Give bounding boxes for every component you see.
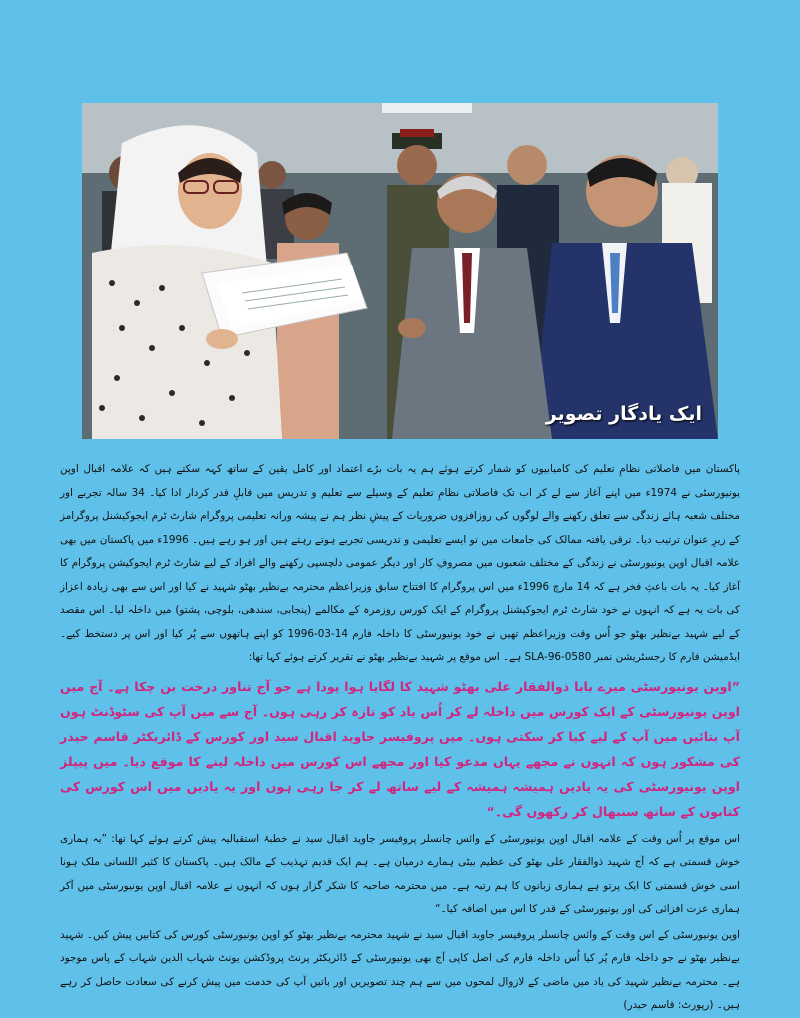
article-body [60,458,740,1018]
article-paragraph: اوپن یونیورسٹی کے اس وقت کے وائس چانسلر پروفیسر جاوید اقبال سید نے شہید محترمہ بےنظیر بھٹو کو اوپن یونیورسٹی کورس کی کتابیں پیش کیں۔ شہید بےنظیر بھٹو نے جو داخلہ فارم پُر کیا اُس داخلہ فارم کی اصل کاپی آج بھی یونیورسٹی کے ڈائریکٹر پرنٹ پروڈکشن یونٹ شہاب الدین شہاب کے پاس موجود ہے۔ محترمہ بےنظیر شہید کی یاد میں ماضی کے لازوال لمحوں میں سے ہم چند تصویریں اور باتیں آپ کی خدمت میں پیش کرنے کی سعادت حاصل کر رہے ہیں۔ (رپورٹ: قاسم حیدر) [60,928,740,1011]
article-paragraph: اس موقع پر اُس وقت کے علامہ اقبال اوپن یونیورسٹی کے وائس چانسلر پروفیسر جاوید اقبال سید نے خطبۂ استقبالیہ پیش کرتے ہوئے کہا تھا: ”یہ ہماری خوش قسمتی ہے کہ آج شہید ذوالفقار علی بھٹو کی عظیم بیٹی ہمارے درمیان ہے۔ ہم ایک قدیم تہذیب کے مالک ہیں۔ پاکستان کا کثیر اللسانی ملک ہونا اسی خوش قسمتی کا ایک پرتو ہے ہماری زبانوں کا ہم رتبہ ہے۔ میں محترمہ صاحبہ کا شکر گزار ہوں کہ انہوں نے علامہ اقبال اوپن یونیورسٹی میں آکر ہماری عزت افزائی کی اور یونیورسٹی کے قدر کا اس میں اضافہ کیا۔“ [60,832,740,915]
highlighted-quote: ”اوپن یونیورسٹی میرے بابا ذوالفقار علی بھٹو شہید کا لگایا ہوا پودا ہے جو آج تناور درخت بن چکا ہے۔ آج میں اوپن یونیورسٹی کے ایک کورس میں داخلہ لے کر اُس یاد کو تازہ کر رہی ہوں۔ آج سے میں آپ کی سٹوڈنٹ ہوں آپ بتائیں میں آپ کے لیے کیا کر سکتی ہوں۔ میں پروفیسر جاوید اقبال سید اور کورس کے ڈائریکٹر قاسم حیدر کی مشکور ہوں کہ انہوں نے مجھے یہاں مدعو کیا اور مجھے اس کورس میں داخلہ لینے کا موقع دیا۔ میں پیپلز اوپن یونیورسٹی کی یہ یادیں ہمیشہ ہمیشہ کے لیے ساتھ لے کر جا رہی ہوں اور یہ یادیں میں اس کورس کی کتابوں کے ساتھ سنبھال کر رکھوں گی۔“ [60,678,740,819]
article-paragraph: پاکستان میں فاصلاتی نظامِ تعلیم کی کامیابیوں کو شمار کرتے ہوئے ہم یہ بات بڑے اعتماد اور کامل یقین کے ساتھ کہہ سکتے ہیں کہ علامہ اقبال اوپن یونیورسٹی نے 1974ء میں اپنے آغاز سے لے کر اب تک فاصلاتی نظامِ تعلیم کے وسیلے سے تعلیم و تدریس میں قابلِ قدر کردار ادا کیا۔ 34 سالہ تجربے اور مختلف شعبہ ہائے زندگی سے تعلق رکھنے والے لوگوں کی روزافزوں ضروریات کے پیشِ نظر ہم نے پیشہ ورانہ تعلیمی پروگرام شارٹ ٹرم ایجوکیشنل پروگرامز کے زیرِ عنوان ترتیب دیا۔ ترقی یافتہ ممالک کی جامعات میں تو ایسے تعلیمی و تدریسی تجربے ہوتے رہتے ہیں اور ہو رہے ہیں۔ 1996ء میں پاکستان میں بھی علامہ اقبال اوپن یونیورسٹی نے زندگی کے مختلف شعبوں میں مصروفِ کار اور دیگر عمومی دلچسپی رکھنے والے افراد کے لیے شارٹ ٹرم ایجوکیشن پروگرام کا آغاز کیا۔ یہ بات باعثِ فخر ہے کہ 14 مارچ 1996ء میں اس پروگرام کا افتتاح سابق وزیراعظم محترمہ بےنظیر بھٹو شہید نے کیا اور اس سے بھی زیادہ اعزاز کی بات یہ ہے کہ انہوں نے خود شارٹ ٹرم ایجوکیشنل پروگرام کے ایک کورس روزمرہ کے مکالمے (پنجابی، سندھی، بلوچی، پشتو) میں داخلہ لیا۔ اس مقصد کے لیے شہید بےنظیر بھٹو جو اُس وقت وزیراعظم تھیں نے خود یونیورسٹی کا داخلہ فارم 14-03-1996 کو اپنے ہاتھوں سے پُر کیا اور اس پر دستخط کیے۔ ایڈمیشن فارم کا رجسٹریشن نمبر 0580-SLA-96 ہے۔ اس موقع پر شہید بےنظیر بھٹو نے تقریر کرتے ہوئے کہا تھا: [60,463,740,663]
commemorative-photo [82,103,718,439]
photo-caption: ایک یادگار تصویر [545,403,702,425]
photo-illustration [82,103,718,439]
